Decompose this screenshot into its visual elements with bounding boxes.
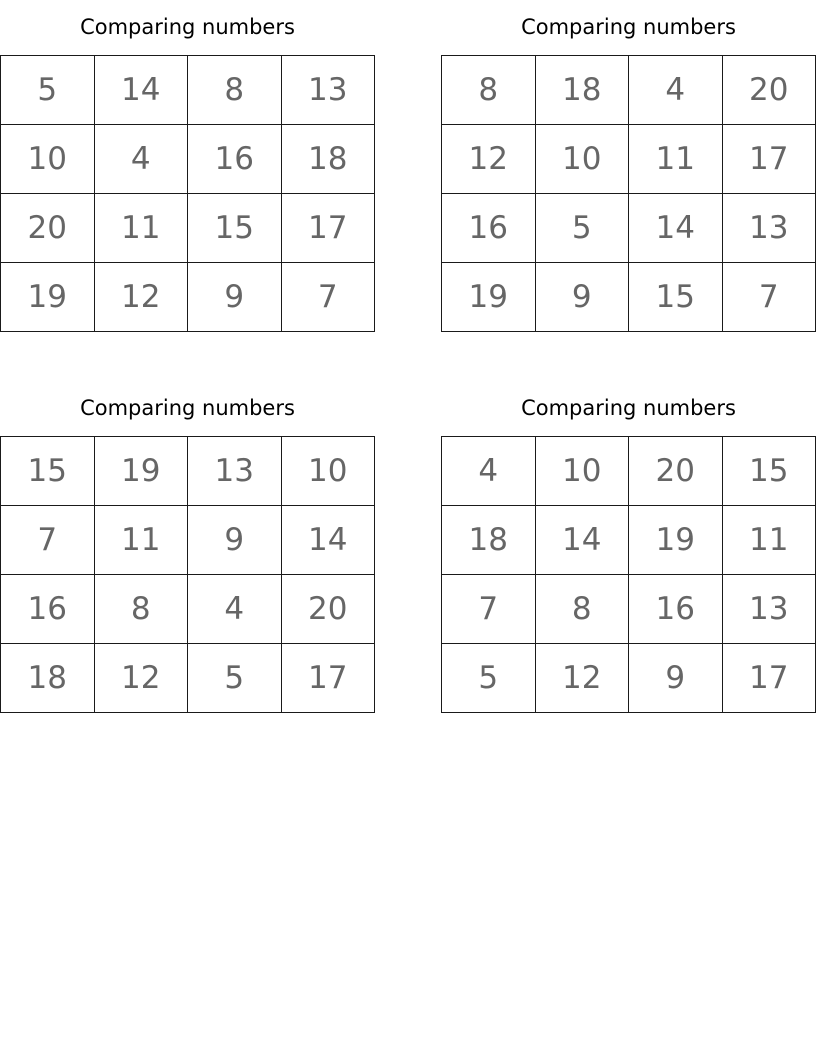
grid-cell: 17 bbox=[722, 644, 816, 713]
grid-cell: 11 bbox=[629, 125, 723, 194]
grid-cell: 10 bbox=[1, 125, 95, 194]
grid-cell: 19 bbox=[1, 263, 95, 332]
grid-cell: 4 bbox=[442, 437, 536, 506]
grid-cell: 13 bbox=[722, 194, 816, 263]
grid-cell: 13 bbox=[188, 437, 282, 506]
grid-row bbox=[1, 263, 375, 332]
grid-cell: 9 bbox=[188, 263, 282, 332]
grid-cell: 4 bbox=[94, 125, 188, 194]
grid-row bbox=[1, 194, 375, 263]
grid-cell: 11 bbox=[94, 506, 188, 575]
grid-cell: 8 bbox=[442, 56, 536, 125]
grid-cell: 18 bbox=[535, 56, 629, 125]
grid-row bbox=[442, 194, 816, 263]
grid-cell: 16 bbox=[188, 125, 282, 194]
grid-cell: 13 bbox=[281, 56, 375, 125]
grid-cell: 17 bbox=[722, 125, 816, 194]
grid-cell: 7 bbox=[1, 506, 95, 575]
grid-cell: 9 bbox=[188, 506, 282, 575]
grid-cell: 15 bbox=[1, 437, 95, 506]
grid-cell: 18 bbox=[442, 506, 536, 575]
grid-row bbox=[1, 437, 375, 506]
grid-cell: 12 bbox=[94, 644, 188, 713]
grid-cell: 9 bbox=[535, 263, 629, 332]
grid-cell: 20 bbox=[629, 437, 723, 506]
grid-row bbox=[1, 506, 375, 575]
grid-cell: 8 bbox=[94, 575, 188, 644]
number-grid-card bbox=[441, 0, 816, 332]
grid-cell: 14 bbox=[535, 506, 629, 575]
number-grid-card bbox=[441, 381, 816, 713]
grid-cell: 12 bbox=[535, 644, 629, 713]
grid-cell: 20 bbox=[1, 194, 95, 263]
grid-row bbox=[442, 575, 816, 644]
grid-cell: 7 bbox=[442, 575, 536, 644]
grid-cell: 5 bbox=[188, 644, 282, 713]
grid-cell: 11 bbox=[722, 506, 816, 575]
grid-title: Comparing numbers bbox=[521, 15, 736, 39]
number-grid bbox=[0, 436, 375, 713]
grid-cell: 19 bbox=[442, 263, 536, 332]
grid-title: Comparing numbers bbox=[521, 396, 736, 420]
grid-cell: 7 bbox=[281, 263, 375, 332]
number-grid-card bbox=[0, 381, 375, 713]
grid-row bbox=[442, 644, 816, 713]
grid-row bbox=[1, 56, 375, 125]
grid-row bbox=[1, 125, 375, 194]
number-grid bbox=[0, 55, 375, 332]
grid-cell: 15 bbox=[722, 437, 816, 506]
grid-cell: 18 bbox=[1, 644, 95, 713]
grid-row bbox=[442, 125, 816, 194]
grid-cell: 10 bbox=[535, 437, 629, 506]
number-grid-card bbox=[0, 0, 375, 332]
grid-cell: 15 bbox=[188, 194, 282, 263]
grid-row bbox=[442, 506, 816, 575]
number-grid bbox=[441, 436, 816, 713]
grid-title: Comparing numbers bbox=[80, 15, 295, 39]
grid-cell: 18 bbox=[281, 125, 375, 194]
grid-cell: 14 bbox=[94, 56, 188, 125]
grid-cell: 5 bbox=[1, 56, 95, 125]
grid-row bbox=[1, 644, 375, 713]
grid-cell: 9 bbox=[629, 644, 723, 713]
grid-cell: 14 bbox=[629, 194, 723, 263]
grid-cell: 15 bbox=[629, 263, 723, 332]
grid-cell: 16 bbox=[442, 194, 536, 263]
grid-row bbox=[442, 263, 816, 332]
grid-cell: 5 bbox=[442, 644, 536, 713]
number-grid bbox=[441, 55, 816, 332]
grid-cell: 19 bbox=[94, 437, 188, 506]
grid-cell: 16 bbox=[629, 575, 723, 644]
grid-cell: 4 bbox=[629, 56, 723, 125]
grid-row bbox=[442, 56, 816, 125]
grid-cell: 8 bbox=[188, 56, 282, 125]
grid-cell: 11 bbox=[94, 194, 188, 263]
grid-cell: 17 bbox=[281, 194, 375, 263]
grid-cell: 12 bbox=[94, 263, 188, 332]
grid-cell: 7 bbox=[722, 263, 816, 332]
grid-cell: 4 bbox=[188, 575, 282, 644]
grid-row bbox=[1, 575, 375, 644]
grid-cell: 14 bbox=[281, 506, 375, 575]
grid-cell: 17 bbox=[281, 644, 375, 713]
grid-cell: 19 bbox=[629, 506, 723, 575]
grid-cell: 8 bbox=[535, 575, 629, 644]
grid-cell: 16 bbox=[1, 575, 95, 644]
grid-cell: 12 bbox=[442, 125, 536, 194]
grid-title: Comparing numbers bbox=[80, 396, 295, 420]
grid-cell: 10 bbox=[535, 125, 629, 194]
grid-cell: 10 bbox=[281, 437, 375, 506]
grid-cell: 13 bbox=[722, 575, 816, 644]
grid-row bbox=[442, 437, 816, 506]
grid-cell: 20 bbox=[722, 56, 816, 125]
grid-cell: 20 bbox=[281, 575, 375, 644]
grid-cell: 5 bbox=[535, 194, 629, 263]
